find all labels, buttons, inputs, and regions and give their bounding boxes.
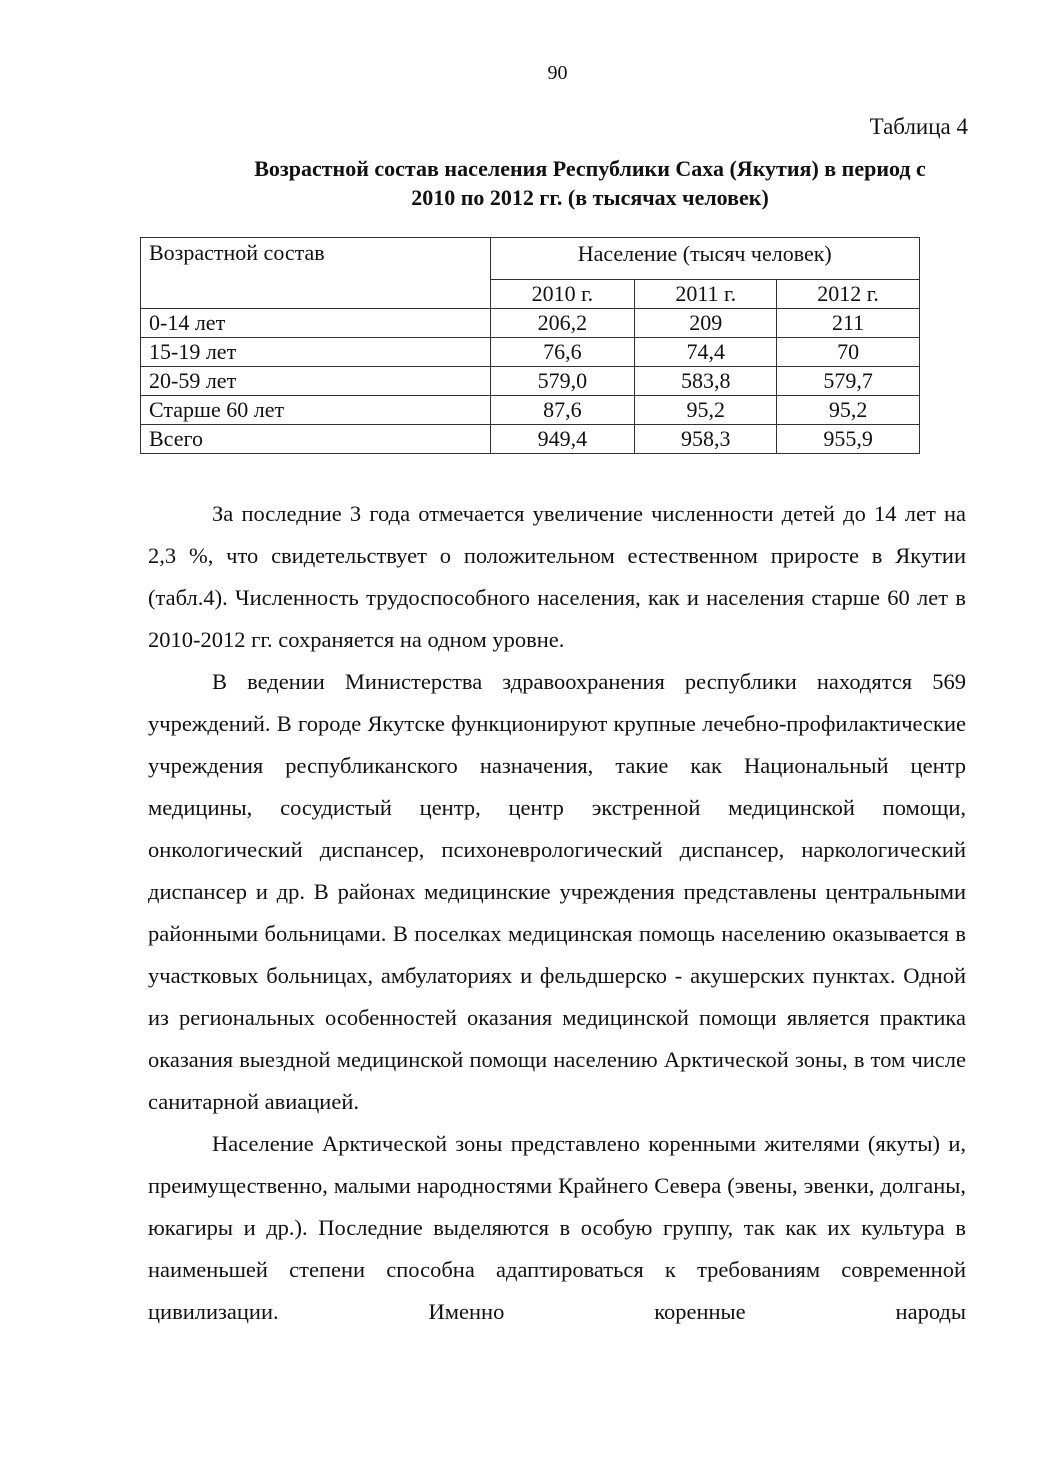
table-cell: 74,4 xyxy=(635,338,777,367)
table-label: Таблица 4 xyxy=(869,114,968,139)
paragraph: Население Арктической зоны представлено коренными жителями (якуты) и, преимущественно, малыми народностями Крайнего Севера (эвены, эвенки, долганы, юкагиры и др.). Последние выделяются в особую группу, так как их культура в наименьшей степени способна адаптироваться к требованиям современной цивилизации. Именно коренные народы xyxy=(148,1131,966,1324)
page-number: 90 xyxy=(547,62,568,84)
header-year: 2011 г. xyxy=(635,279,777,308)
table-cell: 958,3 xyxy=(635,425,777,454)
header-year: 2012 г. xyxy=(777,279,920,308)
paragraph: В ведении Министерства здравоохранения республики находятся 569 учреждений. В городе Якутске функционируют крупные лечебно-профилактические учреждения республиканского назначения, такие как Национальный центр медицины, сосудистый центр, центр экстренной медицинской помощи, онкологический диспансер, психоневрологический диспансер, наркологический диспансер и др. В районах медицинские учреждения представлены центральными районными больницами. В поселках медицинская помощь населению оказывается в участковых больницах, амбулаториях и фельдшерско - акушерских пунктах. Одной из региональных особенностей оказания медицинской помощи является практика оказания выездной медицинской помощи населению Арктической зоны, в том числе санитарной авиацией. xyxy=(148,669,966,1114)
row-label: Старше 60 лет xyxy=(141,396,491,425)
table-cell: 87,6 xyxy=(490,396,635,425)
table-title xyxy=(190,154,990,212)
row-label: 20-59 лет xyxy=(141,367,491,396)
table-row xyxy=(141,309,920,338)
row-label: 15-19 лет xyxy=(141,338,491,367)
table-cell: 76,6 xyxy=(490,338,635,367)
paragraph: За последние 3 года отмечается увеличение численности детей до 14 лет на 2,3 %, что свидетельствует о положительном естественном приросте в Якутии (табл.4). Численность трудоспособного населения, как и населения старше 60 лет в 2010-2012 гг. сохраняется на одном уровне. xyxy=(148,501,966,652)
table-row xyxy=(141,338,920,367)
table-cell: 209 xyxy=(635,309,777,338)
table-cell: 949,4 xyxy=(490,425,635,454)
population-table xyxy=(140,237,920,454)
header-population: Население (тысяч человек) xyxy=(490,238,920,280)
body-text xyxy=(148,493,966,1333)
table-title-line-1: Возрастной состав населения Республики Саха (Якутия) в период с xyxy=(254,156,926,181)
table-row xyxy=(141,396,920,425)
header-year: 2010 г. xyxy=(490,279,635,308)
table-cell: 95,2 xyxy=(777,396,920,425)
table-header-row xyxy=(141,238,920,280)
table-cell: 955,9 xyxy=(777,425,920,454)
table-cell: 95,2 xyxy=(635,396,777,425)
table-cell: 579,0 xyxy=(490,367,635,396)
table-row xyxy=(141,367,920,396)
table-row-total xyxy=(141,425,920,454)
row-label: 0-14 лет xyxy=(141,309,491,338)
table-cell: 70 xyxy=(777,338,920,367)
table-title-line-2: 2010 по 2012 гг. (в тысячах человек) xyxy=(411,185,769,210)
header-age-group: Возрастной состав xyxy=(141,238,491,309)
table-cell: 206,2 xyxy=(490,309,635,338)
table-cell: 211 xyxy=(777,309,920,338)
row-label: Всего xyxy=(141,425,491,454)
table-cell: 583,8 xyxy=(635,367,777,396)
table-cell: 579,7 xyxy=(777,367,920,396)
